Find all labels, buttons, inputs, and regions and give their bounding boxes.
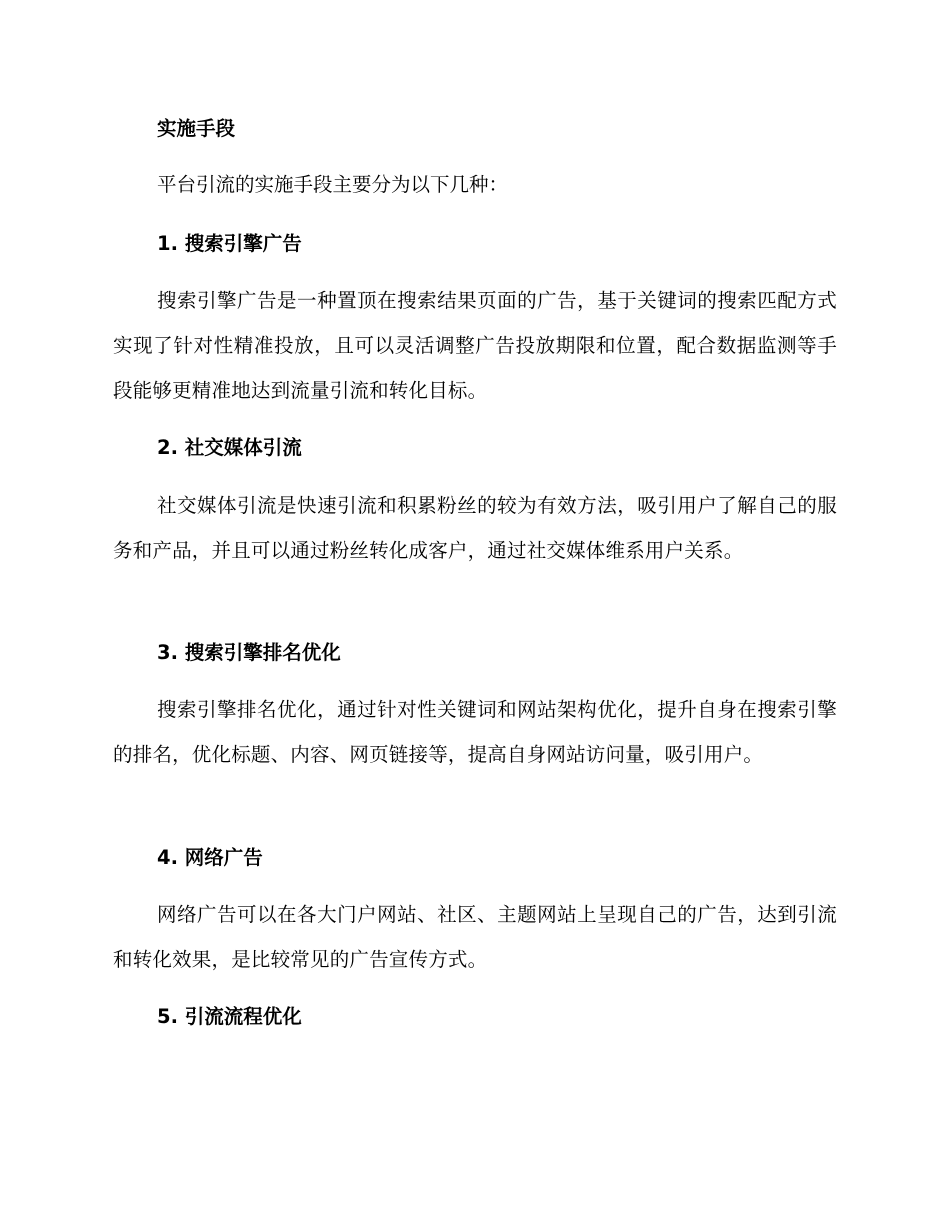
- item-4-body: 网络广告可以在各大门户网站、社区、主题网站上呈现自己的广告，达到引流和转化效果，是比较常见的广告宣传方式。: [113, 903, 837, 971]
- section-title: 实施手段: [157, 117, 236, 140]
- item-2-heading: 2. 社交媒体引流: [157, 436, 302, 459]
- item-2-body: 社交媒体引流是快速引流和积累粉丝的较为有效方法，吸引用户了解自己的服务和产品，并且可以通过粉丝转化成客户，通过社交媒体维系用户关系。: [113, 494, 837, 562]
- item-4-heading: 4. 网络广告: [157, 846, 263, 869]
- item-1-heading: 1. 搜索引擎广告: [157, 232, 302, 255]
- item-3-body: 搜索引擎排名优化，通过针对性关键词和网站架构优化，提升自身在搜索引擎的排名，优化标题、内容、网页链接等，提高自身网站访问量，吸引用户。: [113, 698, 837, 766]
- item-5-heading: 5. 引流流程优化: [157, 1005, 302, 1028]
- item-3-heading: 3. 搜索引擎排名优化: [157, 641, 341, 664]
- intro-paragraph: 平台引流的实施手段主要分为以下几种：: [157, 173, 509, 196]
- item-1-body: 搜索引擎广告是一种置顶在搜索结果页面的广告，基于关键词的搜索匹配方式实现了针对性精准投放，且可以灵活调整广告投放期限和位置，配合数据监测等手段能够更精准地达到流量引流和转化目标。: [113, 289, 837, 402]
